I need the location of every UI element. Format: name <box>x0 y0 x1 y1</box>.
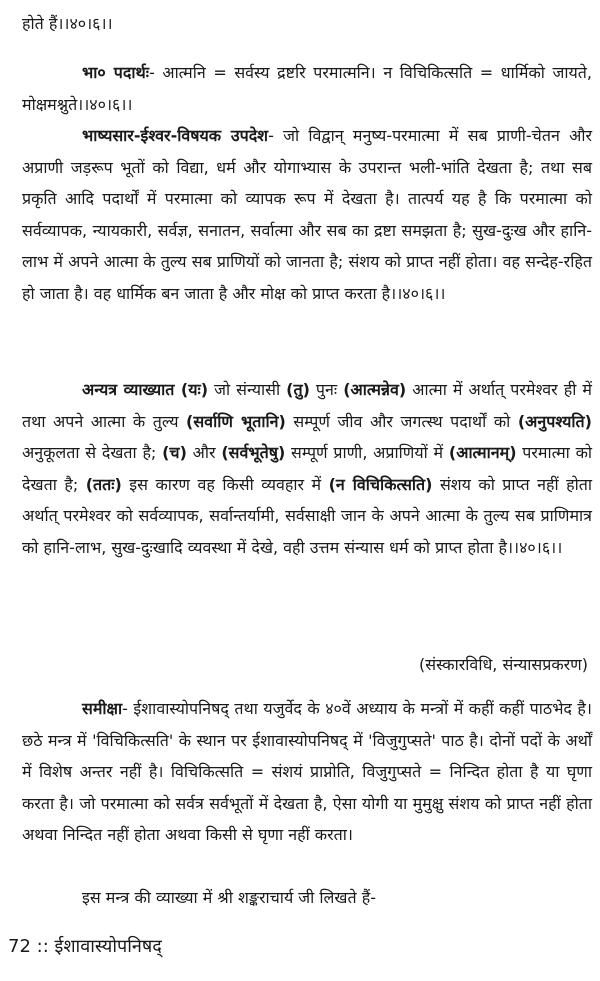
bhavartha-paragraph <box>22 57 592 120</box>
bold-term: (सर्वभूतेषु) <box>221 443 286 463</box>
paragraph-heading: समीक्षा <box>82 699 123 718</box>
source-citation: (संस्कारविधि, संन्यासप्रकरण) <box>419 655 588 674</box>
anyatra-paragraph <box>22 374 592 564</box>
text-run: सम्पूर्ण प्राणी, अप्राणियों में <box>285 443 449 463</box>
text-run: अनुकूलता से देखता है; <box>22 443 163 463</box>
text-run: परमात्मा को देखता है; <box>22 443 593 494</box>
text-run: सम्पूर्ण जीव और जगत्स्थ पदार्थों को <box>285 411 518 431</box>
bold-term: (ततः) <box>85 474 122 494</box>
text-run: इस कारण वह किसी व्यवहार में <box>121 474 329 494</box>
text-run: और <box>186 443 222 463</box>
bhashyasaar-paragraph <box>22 120 592 310</box>
text-run: जो संन्यासी <box>208 380 287 399</box>
bold-term: (आत्मानम्) <box>448 443 517 463</box>
paragraph-heading: भा० पदार्थः <box>82 63 149 82</box>
paragraph-heading: भाष्यसार-ईश्वर-विषयक उपदेश <box>82 126 269 145</box>
bold-term: (आत्मन्नेव) <box>343 380 407 399</box>
closing-line: इस मन्त्र की व्याख्या में श्री शङ्कराचार्य जी लिखते हैं- <box>82 888 376 907</box>
bold-term: (अनुपश्यति) <box>517 411 592 431</box>
text-run: संशय को प्राप्त नहीं होता अर्थात् परमेश्वर को सर्वव्यापक, सर्वान्तर्यामी, सर्वसाक्षी जान के अपने आत्मा के तुल्य सब प्राणिमात्र को हानि-लाभ, सुख-दुःखादि व्यवस्था में देखे, वही उत्तम संन्यास धर्म को प्राप्त होता है।।४०।६।। <box>22 474 592 557</box>
text-run: पुनः <box>309 380 344 399</box>
bold-term: अन्यत्र व्याख्यात (यः) <box>82 380 209 399</box>
page-footer: 72 :: ईशावास्योपनिषद् <box>8 936 162 957</box>
paragraph-body: - जो विद्वान् मनुष्य-परमात्मा में सब प्राणी-चेतन और अप्राणी जड़रूप भूतों को विद्या, धर्म और योगाभ्यास के उपरान्त भली-भांति देखता है; तथा सब प्रकृति आदि पदार्थों में परमात्मा को व्यापक रूप में देखता है। तात्पर्य यह है कि परमात्मा को सर्वव्यापक, न्यायकारी, सर्वज्ञ, सनातन, सर्वात्मा और सब का द्रष्टा समझता है; सुख-दुःख और हानि-लाभ में अपने आत्मा के तुल्य सब प्राणियों को जानता है; संशय को प्राप्त नहीं होता। वह सन्देह-रहित हो जाता है। वह धार्मिक बन जाता है और मोक्ष को प्राप्त करता है।।४०।६।। <box>22 126 592 303</box>
bold-term: (तु) <box>286 380 310 399</box>
samiksha-paragraph <box>22 693 592 851</box>
text-run: आत्मा में अर्थात् परमेश्वर ही में तथा अपने आत्मा के तुल्य <box>22 380 593 431</box>
bold-term: (न विचिकित्सति) <box>328 474 433 494</box>
bold-term: (सर्वाणि भूतानि) <box>186 411 286 431</box>
continuation-line: होते हैं।।४०।६।। <box>22 14 113 33</box>
paragraph-body: - आत्मनि = सर्वस्य द्रष्टरि परमात्मनि। न विचिकित्सति = धार्मिको जायते, मोक्षमश्नुते।।४०।६।। <box>22 63 592 114</box>
paragraph-body: - ईशावास्योपनिषद् तथा यजुर्वेद के ४०वें अध्याय के मन्त्रों में कहीं कहीं पाठभेद है। छठे मन्त्र में 'विचिकित्सति' के स्थान पर ईशावास्योपनिषद् में 'विजुगुप्सते' पाठ है। दोनों पदों के अर्थों में विशेष अन्तर नहीं है। विचिकित्सति = संशयं प्राप्नोति, विजुगुप्सते = निन्दित होता है या घृणा करता है। जो परमात्मा को सर्वत्र सर्वभूतों में देखता है, ऐसा योगी या मुमुक्षु संशय को प्राप्त नहीं होता अथवा निन्दित नहीं होता अथवा किसी से घृणा नहीं करता। <box>22 699 592 845</box>
bold-term: (च) <box>162 443 187 463</box>
